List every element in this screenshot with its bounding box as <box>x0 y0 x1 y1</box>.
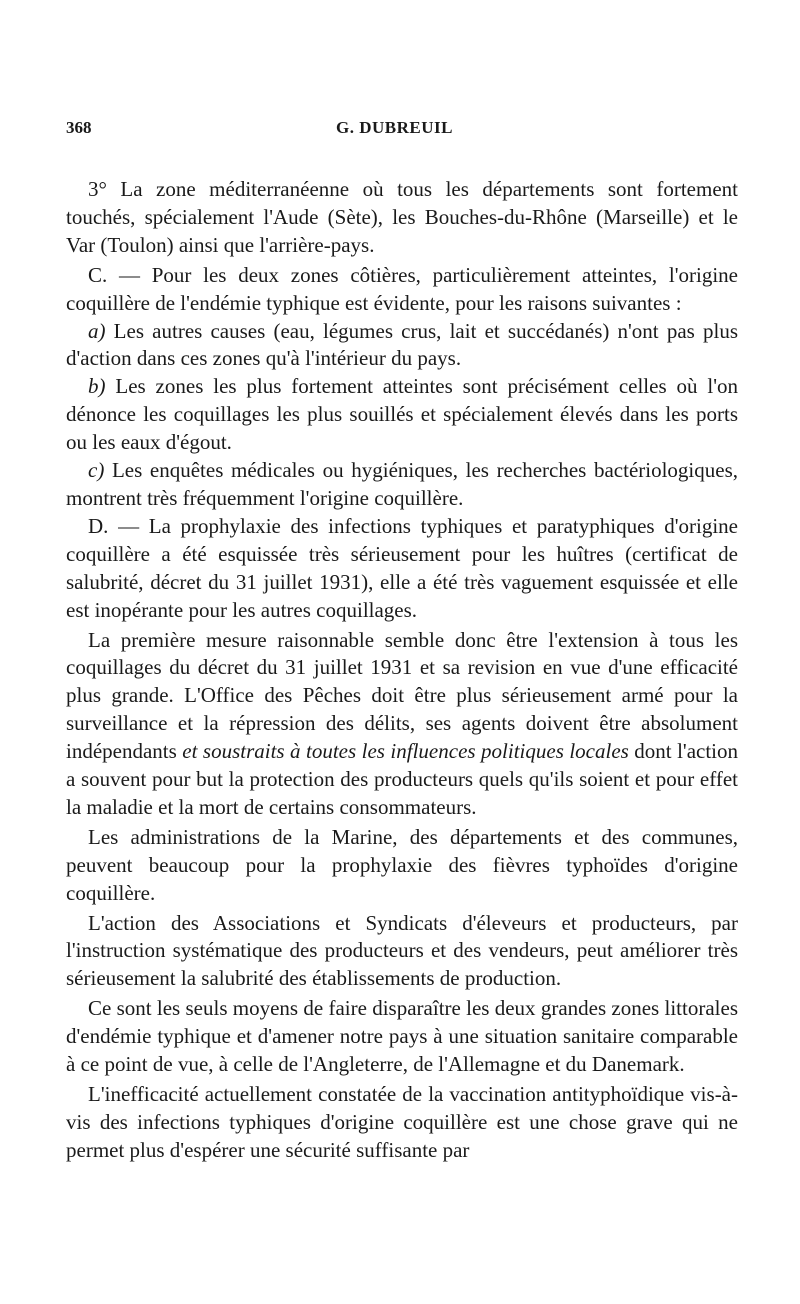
item-text-b: Les zones les plus fortement atteintes sont précisément celles où l'on dénonce les coquillages les plus souillés et spécialement élevés dans les ports ou les eaux d'égout. <box>66 374 738 455</box>
paragraph-zone-mediterraneenne: 3° La zone méditerranéenne où tous les départements sont fortement touchés, spécialement l'Aude (Sète), les Bouches-du-Rhône (Marseille) et le Var (Toulon) ainsi que l'arrière-pays. <box>66 177 738 257</box>
page-header <box>66 118 738 148</box>
document-page <box>66 118 738 1165</box>
premiere-mesure-text: La première mesure raisonnable semble donc être l'extension à tous les coquillages du décret du 31 juillet 1931 et sa revision en vue d'une efficacité plus grande. L'Office des Pêches doit être plus sérieusement armé pour la surveillance et la répression des délits, ses agents doivent être absolument indépendants <box>66 627 738 764</box>
paragraph-associations: L'action des Associations et Syndicats d'éleveurs et producteurs, par l'instruction systématique des producteurs et des vendeurs, peut améliorer très sérieusement la salubrité des établissements de production. <box>66 910 738 991</box>
body-text <box>66 176 738 1165</box>
item-text-c: Les enquêtes médicales ou hygiéniques, les recherches bactériologiques, montrent très fréquemment l'origine coquillère. <box>66 458 738 510</box>
paragraph-inefficacite: L'inefficacité actuellement constatée de la vaccination antityphoïdique vis-à-vis des infections typhiques d'origine coquillère est une chose grave qui ne permet plus d'espérer une sécurité suffisante par <box>66 1082 738 1162</box>
paragraph-a <box>66 318 738 374</box>
item-label-c: c) <box>88 458 105 483</box>
paragraph-c-item <box>66 457 738 513</box>
paragraph-b <box>66 373 738 457</box>
paragraph-premiere-mesure <box>66 627 738 822</box>
item-text-a: Les autres causes (eau, légumes crus, lait et succédanés) n'ont pas plus d'action dans ces zones qu'à l'intérieur du pays. <box>66 318 738 371</box>
page-number: 368 <box>66 118 92 137</box>
item-label-b: b) <box>88 374 106 399</box>
paragraph-seuls-moyens: Ce sont les seuls moyens de faire disparaître les deux grandes zones littorales d'endémie typhique et d'amener notre pays à une situation sanitaire comparable à ce point de vue, à celle de l'Angleterre, de l'Allemagne et du Danemark. <box>66 996 738 1077</box>
paragraph-administrations: Les administrations de la Marine, des départements et des communes, peuvent beaucoup pour la prophylaxie des fièvres typhoïdes d'origine coquillère. <box>66 824 738 905</box>
item-label-a: a) <box>88 318 106 343</box>
premiere-mesure-italic: et soustraits à toutes les influences politiques locales <box>182 739 629 764</box>
paragraph-d: D. — La prophylaxie des infections typhiques et paratyphiques d'origine coquillère a été esquissée très sérieusement pour les huîtres (certificat de salubrité, décret du 31 juillet 1931), elle a été très vaguement esquissée et elle est inopérante pour les autres coquillages. <box>66 513 738 622</box>
running-title: G. DUBREUIL <box>336 118 453 137</box>
paragraph-c: C. — Pour les deux zones côtières, particulièrement atteintes, l'origine coquillère de l'endémie typhique est évidente, pour les raisons suivantes : <box>66 262 738 315</box>
premiere-mesure-text-end: dont l'action a souvent pour but la protection des producteurs quels qu'ils soient et pour effet la maladie et la mort de certains consommateurs. <box>66 739 739 819</box>
